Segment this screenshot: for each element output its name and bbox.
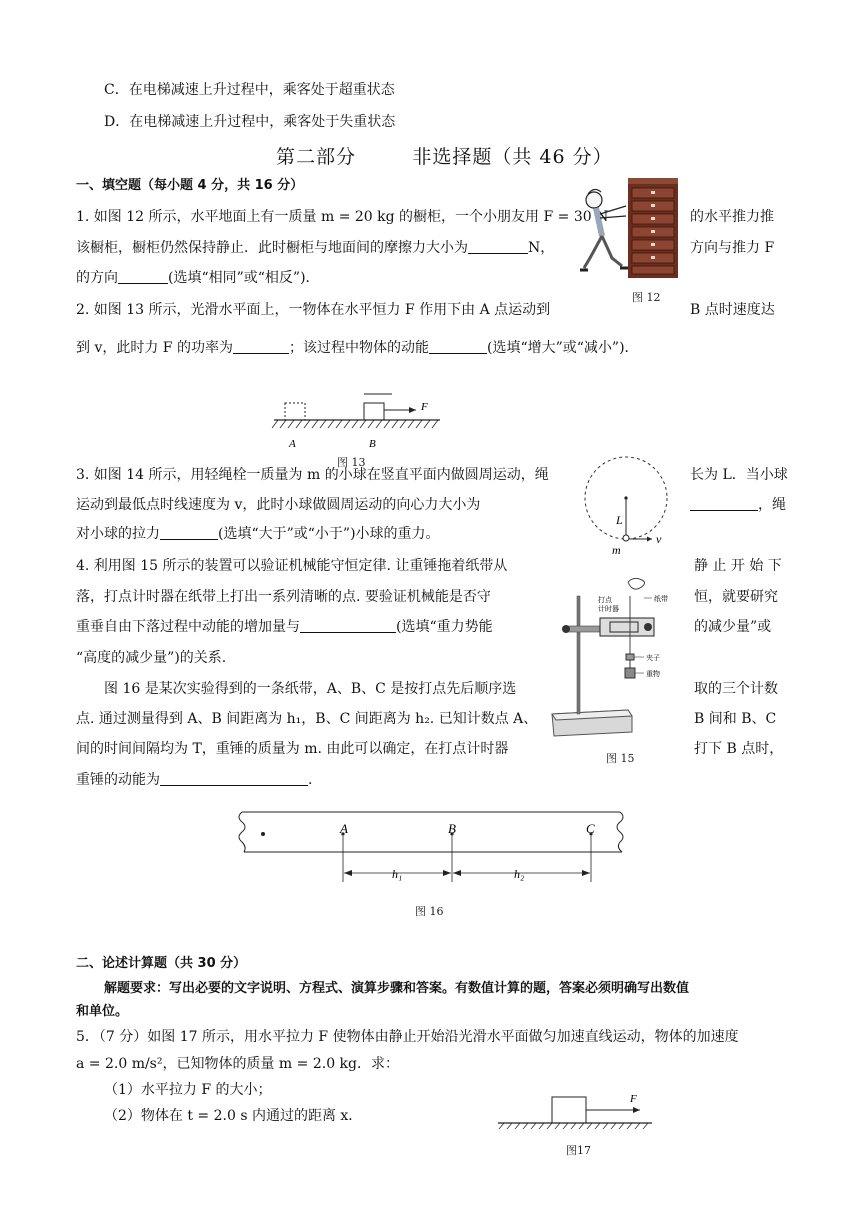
q4-line1: 4. 利用图 15 所示的装置可以验证机械能守恒定律. 让重锤拖着纸带从 [76, 558, 508, 574]
q4-line8-period: . [308, 772, 313, 788]
fig13-point-a: A [289, 438, 296, 450]
q4-line3-right: 的减少量”或 [694, 619, 772, 635]
q4-line1-right: 静 止 开 始 下 [694, 558, 782, 574]
q2-line1: 2. 如图 13 所示，光滑水平面上，一物体在水平恒力 F 作用下由 A 点运动到 [76, 302, 551, 318]
q4-line7: 间的时间间隔均为 T，重锤的质量为 m. 由此可以确定，在打点计时器 [76, 741, 509, 757]
q1-line2-right: 方向与推力 F [690, 240, 775, 256]
q4-line5: 图 16 是某次实验得到的一条纸带，A、B、C 是按打点先后顺序选 [104, 681, 517, 697]
fig14-mass-label: m [612, 543, 621, 554]
q3-line2-tail: ，绳 [758, 497, 786, 513]
figure-16-image [236, 808, 632, 888]
figure-13-caption: 图 13 [337, 456, 366, 469]
q4-line6-right: B 间和 B、C [694, 711, 777, 727]
section2-requirement-line1: 解题要求：写出必要的文字说明、方程式、演算步骤和答案。有数值计算的题，答案必须明确写出数值 [104, 981, 690, 996]
block-at-a [285, 403, 305, 420]
q3-line1-right: 长为 L．当小球 [690, 467, 788, 483]
q4-line2: 落，打点计时器在纸带上打出一系列清晰的点. 要验证机械能是否守 [76, 589, 491, 605]
fig15-clip-label: 夹子 [646, 654, 660, 662]
tape-label-a: A [340, 821, 348, 836]
q1-line2 [76, 238, 554, 258]
q4-line7-right: 打下 B 点时， [694, 741, 784, 757]
q2-power-answer-blank[interactable] [233, 339, 289, 354]
q5-subquestion-1: （1）水平拉力 F 的大小； [104, 1082, 272, 1098]
q4-line8 [76, 770, 312, 790]
tape-dot-start [261, 832, 265, 836]
fig15-timer-label-2: 计时器 [598, 605, 619, 613]
section1-heading: 一、填空题（每小题 4 分，共 16 分） [76, 178, 304, 193]
tape-label-c: C [586, 821, 595, 836]
fig15-weight-label: 重物 [646, 670, 660, 678]
part-title: 第二部分 非选择题（共 46 分） [276, 146, 613, 168]
q4-line5-right: 取的三个计数 [694, 681, 778, 697]
q4-kinetic-energy-answer-blank[interactable] [160, 771, 308, 786]
q2-line1-right: B 点时速度达 [690, 302, 775, 318]
block-at-b [364, 403, 384, 420]
q3-line2-right [690, 495, 786, 515]
q4-energy-relation-answer-blank[interactable] [300, 618, 396, 633]
q3-line3-choice: (选填“大于”或“小于”)小球的重力。 [218, 526, 440, 542]
figure-15-caption: 图 15 [606, 752, 635, 765]
option-d: D．在电梯减速上升过程中，乘客处于失重状态 [104, 114, 396, 130]
q4-line8-text: 重锤的动能为 [76, 772, 160, 788]
tape-label-h2: h₂ [514, 867, 525, 881]
q3-line2: 运动到最低点时线速度为 v，此时小球做圆周运动的向心力大小为 [76, 497, 481, 513]
q2-line2 [76, 338, 639, 358]
q3-line1: 3. 如图 14 所示，用轻绳栓一质量为 m 的小球在竖直平面内做圆周运动，绳 [76, 467, 549, 483]
fig13-force-label: F [421, 401, 428, 413]
q2-kinetic-energy-answer-blank[interactable] [429, 339, 487, 354]
q4-line3 [76, 617, 493, 637]
q2-line2-mid: ；该过程中物体的动能 [288, 340, 429, 356]
q3-centripetal-answer-blank[interactable] [690, 496, 758, 511]
fig17-block [552, 1097, 586, 1123]
q1-unit: N， [528, 240, 555, 256]
q1-friction-answer-blank[interactable] [468, 239, 528, 254]
figure-12-image [578, 176, 684, 282]
q4-line3-text: 重垂自由下落过程中动能的增加量与 [76, 619, 300, 635]
section2-heading: 二、论述计算题（共 30 分） [76, 956, 247, 971]
fig15-timer-label: 打点 [598, 596, 612, 604]
figure-17-image [494, 1086, 654, 1134]
q3-line3 [76, 524, 440, 544]
q2-line2-text: 到 v，此时力 F 的功率为 [76, 340, 233, 356]
fig17-force-label: F [630, 1093, 637, 1105]
q5-subquestion-2: （2）物体在 t = 2.0 s 内通过的距离 x． [104, 1108, 363, 1124]
figure-17-caption: 图17 [566, 1144, 591, 1157]
section2-requirement-line2: 和单位。 [76, 1004, 129, 1019]
q4-line6: 点. 通过测量得到 A、B 间距离为 h₁，B、C 间距离为 h₂. 已知计数点 A、 [76, 711, 538, 727]
q1-line1: 1. 如图 12 所示，水平地面上有一质量 m = 20 kg 的橱柜，一个小朋友用 F = 30 N [76, 209, 609, 225]
q5-line2: a = 2.0 m/s²，已知物体的质量 m = 2.0 kg．求： [76, 1056, 399, 1072]
q1-line3-text: 的方向 [76, 270, 118, 286]
tape-label-h1: h₁ [392, 867, 403, 881]
q4-line2-right: 恒，就要研究 [694, 589, 778, 605]
figure-14-image [582, 454, 672, 554]
figure-15-image [548, 566, 688, 744]
fig14-velocity-label: v [656, 532, 662, 546]
kid-figure [580, 189, 628, 270]
q1-line3-choice: (选填“相同”或“相反”)． [168, 270, 320, 286]
tape-label-b: B [448, 821, 456, 836]
fig13-point-b: B [369, 438, 376, 450]
q4-line4: “高度的减少量”)的关系. [76, 650, 227, 666]
q1-line2-text: 该橱柜，橱柜仍然保持静止．此时橱柜与地面间的摩擦力大小为 [76, 240, 468, 256]
q1-direction-answer-blank[interactable] [118, 269, 168, 284]
q2-line2-choice: (选填“增大”或“减小”)． [486, 340, 639, 356]
q5-line1: 5．（7 分）如图 17 所示，用水平拉力 F 使物体由静止开始沿光滑水平面做匀加速直线运动，物体的加速度 [76, 1029, 739, 1045]
fig15-tape-label: 纸带 [654, 595, 668, 603]
figure-16-caption: 图 16 [415, 905, 444, 918]
option-c: C．在电梯减速上升过程中，乘客处于超重状态 [104, 82, 395, 98]
figure-12-caption: 图 12 [632, 291, 661, 304]
q3-tension-answer-blank[interactable] [160, 525, 218, 540]
q1-line3 [76, 268, 320, 288]
q4-line3-choice: (选填“重力势能 [396, 619, 493, 635]
q1-line1-right: 的水平推力推 [690, 209, 774, 225]
q3-line3-text: 对小球的拉力 [76, 526, 160, 542]
fig14-length-label: L [616, 513, 623, 527]
